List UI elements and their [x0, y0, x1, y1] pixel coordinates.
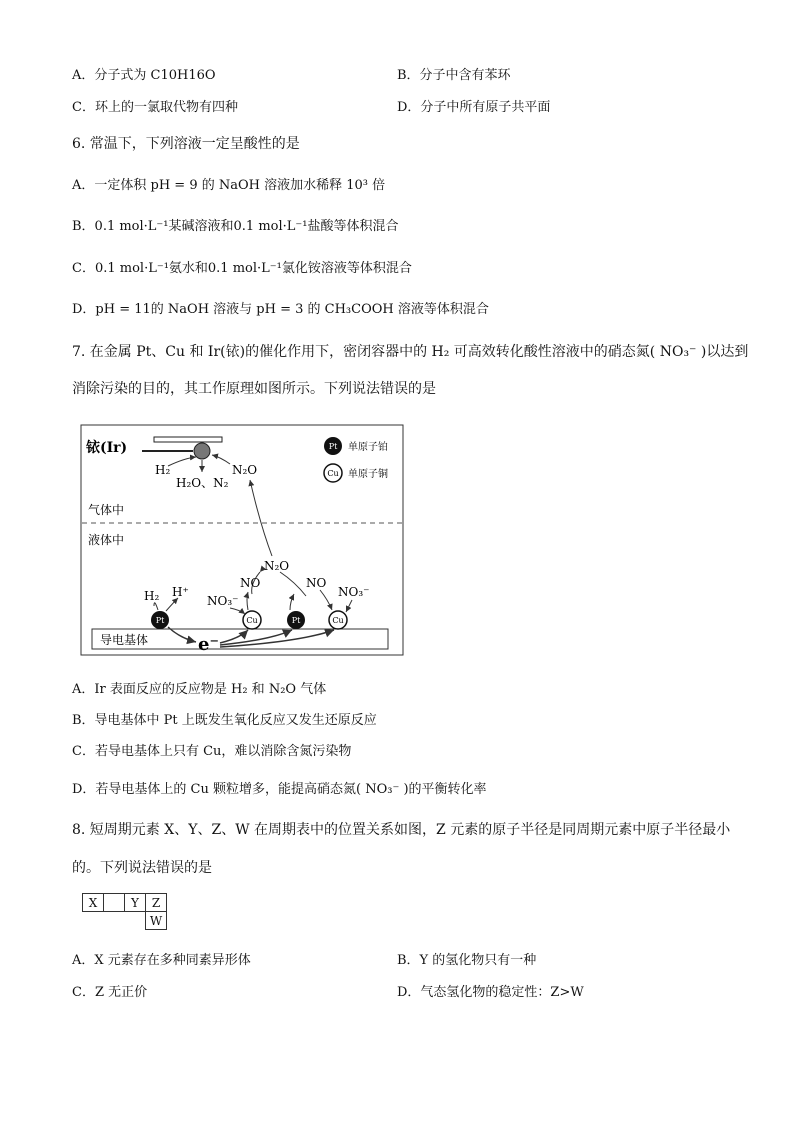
cell-empty — [104, 894, 125, 912]
q8-stem-line1: 8. 短周期元素 X、Y、Z、W 在周期表中的位置关系如图，Z 元素的原子半径是同周期元素中原子半径最小 — [72, 822, 731, 838]
legend-cu-text: 单原子铜 — [348, 469, 388, 480]
cell-blank — [104, 912, 125, 930]
cu-atom-1-label: Cu — [246, 616, 258, 625]
no-left-label: NO — [240, 576, 261, 590]
q5-option-d: D．分子中所有原子共平面 — [397, 100, 551, 115]
cell-x: X — [83, 894, 104, 912]
legend-cu-symbol: Cu — [327, 469, 339, 478]
q7-mechanism-diagram — [80, 424, 404, 656]
q8-option-b: B．Y 的氢化物只有一种 — [397, 953, 537, 968]
q8-stem-line2: 的。下列说法错误的是 — [72, 860, 212, 876]
q6-option-d: D．pH = 11的 NaOH 溶液与 pH = 3 的 CH₃COOH 溶液等体积混合 — [72, 302, 489, 317]
q8-option-a: A．X 元素存在多种同素异形体 — [72, 953, 251, 968]
h-plus-label: H⁺ — [172, 585, 189, 599]
h2o-n2-label: H₂O、N₂ — [176, 476, 229, 490]
n2o-top-label: N₂O — [232, 463, 258, 477]
cell-blank — [125, 912, 146, 930]
electron-label: e⁻ — [198, 634, 219, 655]
periodic-table-fragment — [82, 893, 167, 930]
q7-option-d: D．若导电基体上的 Cu 颗粒增多，能提高硝态氮( NO₃⁻ )的平衡转化率 — [72, 782, 487, 797]
cu-atom-2-label: Cu — [332, 616, 344, 625]
q8-option-d: D．气态氢化物的稳定性：Z>W — [397, 985, 584, 1000]
no-right-label: NO — [306, 576, 327, 590]
pt-atom-2-label: Pt — [291, 616, 301, 625]
cell-y: Y — [125, 894, 146, 912]
h2-gas-label: H₂ — [155, 463, 171, 477]
legend-pt-symbol: Pt — [328, 442, 338, 451]
q6-option-b: B．0.1 mol·L⁻¹某碱溶液和0.1 mol·L⁻¹盐酸等体积混合 — [72, 219, 399, 234]
n2o-mid-label: N₂O — [264, 559, 290, 573]
ir-label: 铱(Ir) — [86, 440, 128, 456]
legend-pt-text: 单原子铂 — [348, 442, 388, 453]
q6-option-a: A．一定体积 pH = 9 的 NaOH 溶液加水稀释 10³ 倍 — [72, 178, 386, 193]
liquid-phase-label: 液体中 — [88, 533, 125, 547]
pt-atom-1-label: Pt — [155, 616, 165, 625]
cell-blank — [83, 912, 104, 930]
q8-option-c: C．Z 无正价 — [72, 985, 148, 1000]
substrate-label: 导电基体 — [100, 633, 149, 647]
q6-stem: 6. 常温下，下列溶液一定呈酸性的是 — [72, 136, 300, 152]
q6-option-c: C．0.1 mol·L⁻¹氨水和0.1 mol·L⁻¹氯化铵溶液等体积混合 — [72, 261, 412, 276]
cell-w: W — [146, 912, 167, 930]
q7-option-b: B．导电基体中 Pt 上既发生氧化反应又发生还原反应 — [72, 713, 377, 728]
q7-option-c: C．若导电基体上只有 Cu，难以消除含氮污染物 — [72, 744, 352, 759]
q7-option-a: A．Ir 表面反应的反应物是 H₂ 和 N₂O 气体 — [72, 682, 327, 697]
ir-surface — [154, 437, 222, 442]
q7-stem-line1: 7. 在金属 Pt、Cu 和 Ir(铱)的催化作用下，密闭容器中的 H₂ 可高效转化酸性溶液中的硝态氮( NO₃⁻ )以达到 — [72, 344, 749, 360]
q5-option-c: C．环上的一氯取代物有四种 — [72, 100, 238, 115]
q5-option-a: A．分子式为 C10H16O — [72, 68, 216, 83]
no3-left-label: NO₃⁻ — [207, 594, 239, 608]
no3-right-label: NO₃⁻ — [338, 585, 370, 599]
h2-liquid-label: H₂ — [144, 589, 160, 603]
ir-atom — [194, 443, 210, 459]
cell-z: Z — [146, 894, 167, 912]
q5-option-b: B．分子中含有苯环 — [397, 68, 511, 83]
gas-phase-label: 气体中 — [88, 503, 125, 517]
q7-stem-line2: 消除污染的目的，其工作原理如图所示。下列说法错误的是 — [72, 381, 436, 397]
